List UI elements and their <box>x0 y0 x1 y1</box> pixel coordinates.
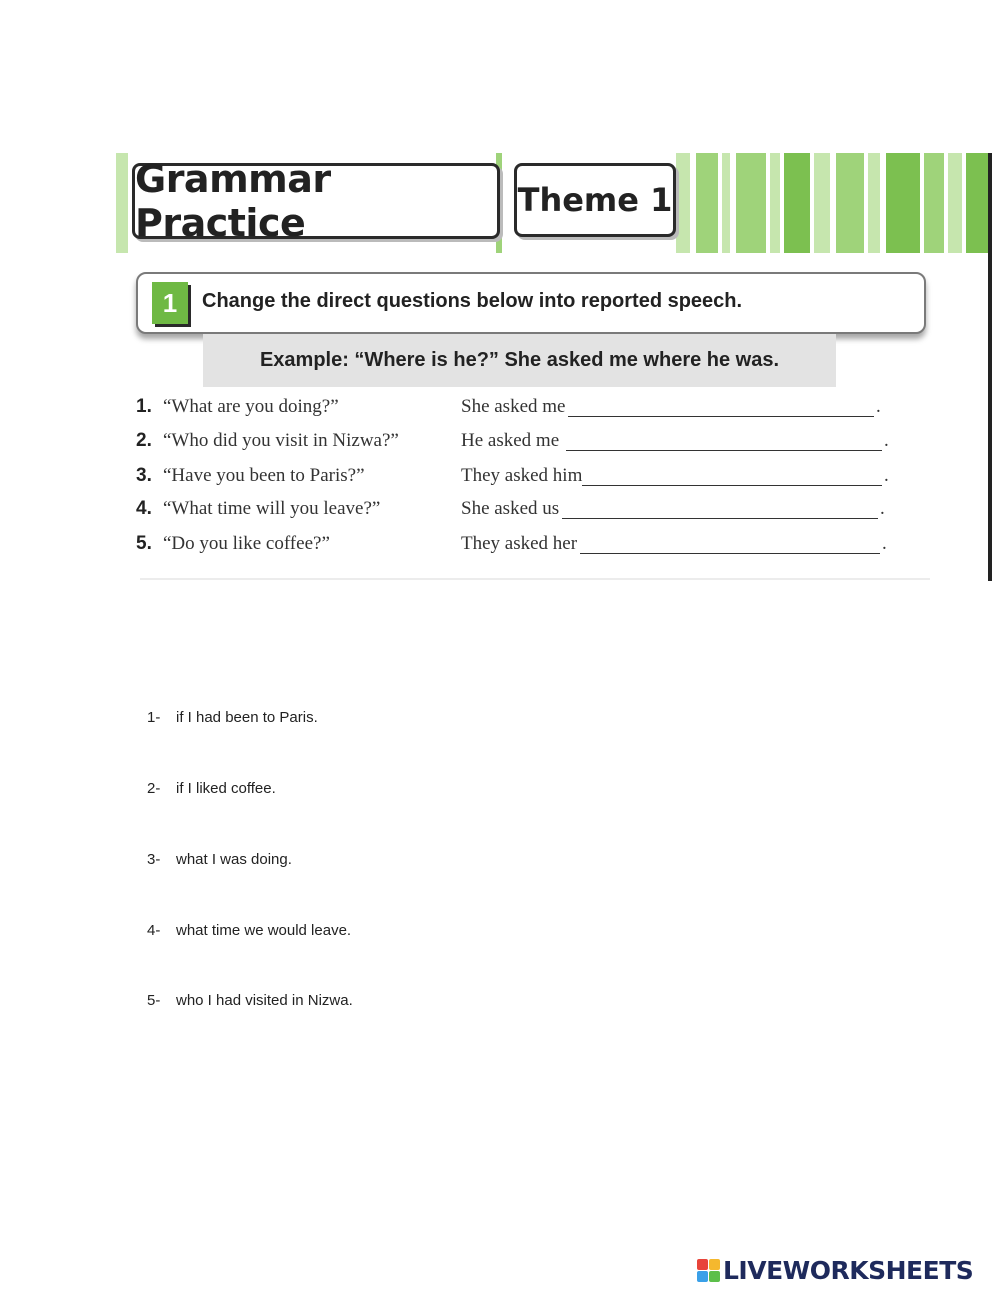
answer-blank <box>568 416 874 417</box>
answer-text: what time we would leave. <box>176 922 352 939</box>
question-number: 1. <box>136 396 152 417</box>
answer-text: who I had visited in Nizwa. <box>176 992 353 1009</box>
example-sentence: Example: “Where is he?” She asked me where he was. <box>203 334 836 387</box>
answer-number: 2- <box>147 780 161 797</box>
exercise-number-badge: 1 <box>152 282 188 324</box>
worksheet-title: Grammar Practice <box>132 163 500 239</box>
reported-prompt: He asked me <box>461 430 560 451</box>
period: . <box>876 396 881 417</box>
instruction-box <box>136 272 926 334</box>
page-edge-bar <box>988 153 992 581</box>
answer-option[interactable] <box>147 709 318 726</box>
question-number: 5. <box>136 533 152 554</box>
answer-blank <box>580 553 880 554</box>
reported-prompt: She asked me <box>461 396 566 417</box>
theme-label: Theme 1 <box>514 163 676 237</box>
answer-option[interactable] <box>147 922 351 939</box>
answer-number: 4- <box>147 922 161 939</box>
direct-question: “Who did you visit in Nizwa?” <box>163 430 399 451</box>
period: . <box>882 533 887 554</box>
question-number: 4. <box>136 498 152 519</box>
answer-number: 3- <box>147 851 161 868</box>
answer-number: 1- <box>147 709 161 726</box>
reported-prompt: They asked her <box>461 533 578 554</box>
reported-prompt: They asked him <box>461 465 583 486</box>
question-number: 3. <box>136 465 152 486</box>
answer-text: what I was doing. <box>176 851 292 868</box>
direct-question: “What are you doing?” <box>163 396 339 417</box>
liveworksheets-logo[interactable] <box>697 1253 973 1287</box>
direct-question: “What time will you leave?” <box>163 498 381 519</box>
answer-option[interactable] <box>147 851 292 868</box>
instruction-text: Change the direct questions below into reported speech. <box>202 290 743 312</box>
answer-blank <box>562 518 878 519</box>
answer-option[interactable] <box>147 780 276 797</box>
reported-prompt: She asked us <box>461 498 560 519</box>
question-number: 2. <box>136 430 152 451</box>
answer-text: if I liked coffee. <box>176 780 276 797</box>
liveworksheets-cubes-icon <box>697 1259 720 1282</box>
answer-option[interactable] <box>147 992 353 1009</box>
direct-question: “Have you been to Paris?” <box>163 465 365 486</box>
answer-blank <box>566 450 882 451</box>
answer-number: 5- <box>147 992 161 1009</box>
logo-text: LIVEWORKSHEETS <box>723 1255 974 1285</box>
period: . <box>884 430 889 451</box>
period: . <box>884 465 889 486</box>
grammar-practice-banner <box>116 153 994 253</box>
section-divider <box>140 578 930 580</box>
answer-blank <box>582 485 882 486</box>
period: . <box>880 498 885 519</box>
direct-question: “Do you like coffee?” <box>163 533 330 554</box>
answer-text: if I had been to Paris. <box>176 709 318 726</box>
